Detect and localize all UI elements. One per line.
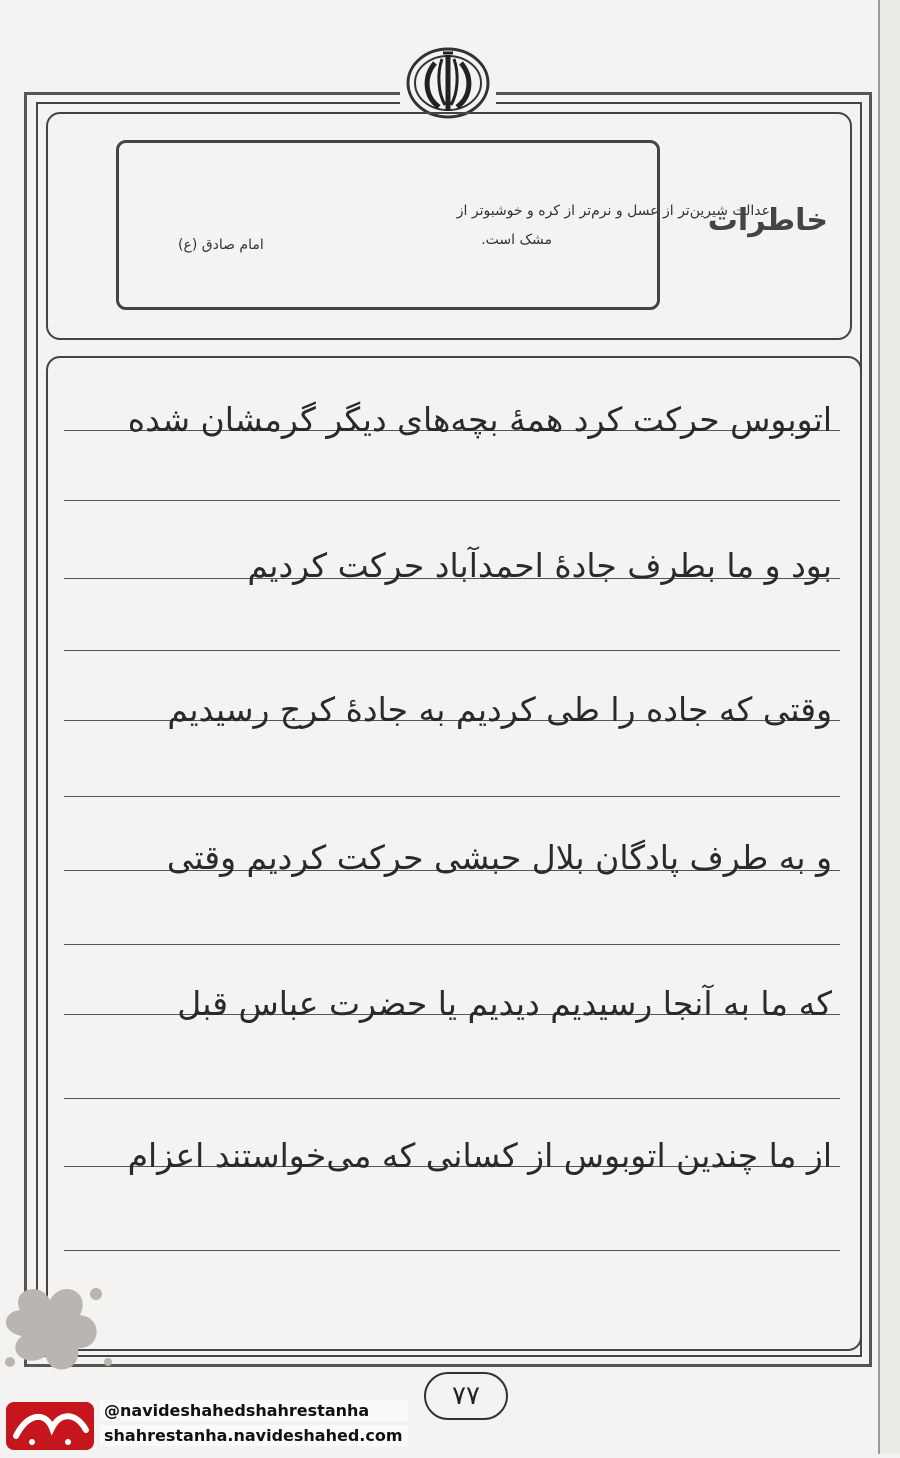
quote-box <box>116 140 660 310</box>
memoir-line: که ما به آنجا رسیدیم دیدیم یا حضرت عباس قبل <box>177 984 832 1023</box>
memoir-line: از ما چندین اتوبوس از کسانی که می‌خواستند اعزام <box>127 1136 832 1175</box>
ruled-line <box>64 1098 840 1099</box>
section-title: خاطرات <box>707 203 828 238</box>
memoir-line: وقتی که جاده را طی کردیم به جادهٔ کرج رسیدیم <box>167 690 832 729</box>
page-number: ۷۷ <box>424 1372 508 1420</box>
quote-source: امام صادق (ع) <box>178 237 264 253</box>
navideshahed-logo-icon <box>2 1398 98 1454</box>
ruled-line <box>64 796 840 797</box>
ruled-line <box>64 1250 840 1251</box>
memoir-line: بود و ما بطرف جادهٔ احمدآباد حرکت کردیم <box>247 546 832 585</box>
watermark <box>0 1398 406 1454</box>
watermark-handle: @navideshahedshahrestanha <box>100 1400 408 1421</box>
memoir-line: و به طرف پادگان بلال حبشی حرکت کردیم وقتی <box>166 838 832 877</box>
quote-text: عدالت شیرین‌تر از عسل و نرم‌تر از کره و خوشبوتر از <box>456 203 770 219</box>
quote-text-continued: مشک است. <box>481 232 552 248</box>
ruled-line <box>64 944 840 945</box>
ink-splash-icon <box>0 1270 120 1380</box>
memoir-line: اتوبوس حرکت کرد همهٔ بچه‌های دیگر گرمشان شده <box>127 400 832 439</box>
ruled-line <box>64 500 840 501</box>
page-edge <box>878 0 900 1454</box>
watermark-site: shahrestanha.navideshahed.com <box>100 1425 408 1446</box>
ruled-line <box>64 650 840 651</box>
